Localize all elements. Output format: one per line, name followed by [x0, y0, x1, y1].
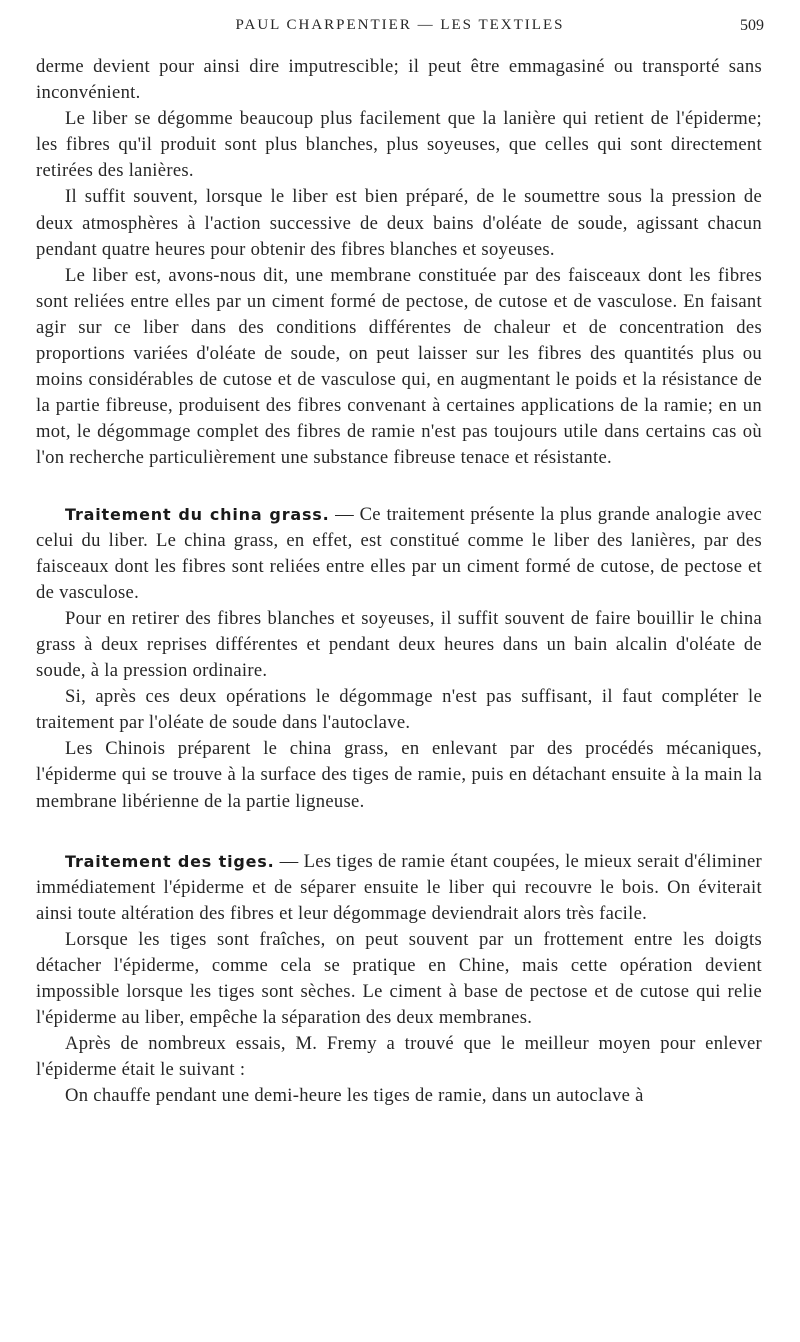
section-tiges [36, 849, 762, 927]
paragraph-tiges-fraiches: Lorsque les tiges sont fraîches, on peut souvent par un frottement entre les doigts détacher l'épiderme, comme cela se pratique en Chine, mais cette opération devient impossible lorsque les tiges sont sèches. Le ciment à base de pectose et de cutose qui relie l'épiderme au liber, empêche la séparation des deux membranes. [36, 928, 762, 1029]
section-china-grass-text: Ce traitement présente la plus grande analogie avec celui du liber. Le china grass, en effet, est constitué comme le liber des lanières, par des faisceaux dont les fibres sont reliées entre elles par un ciment formé de cutose, de pectose et de vasculose. [36, 503, 762, 603]
paragraph-liber-membrane: Le liber est, avons-nous dit, une membrane constituée par des faisceaux dont les fibres sont reliées entre elles par un ciment formé de pectose, de cutose et de vasculose. En faisant agir sur ce liber dans des conditions différentes de chaleur et de concentration des proportions variées d'oléate de soude, on peut laisser sur les fibres des quantités plus ou moins considérables de cutose et de vasculose qui, en augmentant le poids et la résistance de la partie fibreuse, produisent des fibres convenant à certaines applications de la ramie; en un mot, le dégommage complet des fibres de ramie n'est pas toujours utile dans certains cas où l'on recherche particulièrement une substance fibreuse tenace et résistante. [36, 264, 762, 469]
section-tiges-text: Les tiges de ramie étant coupées, le mieux serait d'éliminer immédiatement l'épiderme et de séparer ensuite le liber qui recouvre le bois. On éviterait ainsi toute altération des fibres et leur dégommage deviendrait alors très facile. [36, 850, 763, 924]
paragraph-tiges-chauffe: On chauffe pendant une demi-heure les tiges de ramie, dans un autoclave à [65, 1085, 644, 1107]
page-body [36, 54, 762, 1110]
section-spacer [36, 815, 762, 849]
running-title: PAUL CHARPENTIER — LES TEXTILES [235, 17, 565, 33]
paragraph-china-blanches: Pour en retirer des fibres blanches et soyeuses, il suffit souvent de faire bouillir le china grass à deux reprises différentes et pendant deux heures dans un bain alcalin d'oléate de soude, à la pression ordinaire. [36, 607, 762, 682]
section-title-china-grass: Traitement du china grass. [65, 504, 330, 524]
section-title-tiges: Traitement des tiges. [65, 851, 275, 871]
em-dash: — [274, 850, 304, 872]
paragraph-liber-pression: Il suffit souvent, lorsque le liber est bien préparé, de le soumettre sous la pression de deux atmosphères à l'action successive de deux bains d'oléate de soude, agissant chacun pendant quatre heures pour obtenir des fibres blanches et soyeuses. [36, 186, 762, 260]
page-number: 509 [740, 17, 764, 34]
paragraph-liber-degommage: Le liber se dégomme beaucoup plus facilement que la lanière qui retient de l'épiderme; les fibres qu'il produit sont plus blanches, plus soyeuses, que celles qui sont directement retirées des lanières. [36, 108, 762, 182]
paragraph-continuation: derme devient pour ainsi dire imputrescible; il peut être emmagasiné ou transporté sans inconvénient. [36, 56, 762, 104]
section-china-grass [36, 502, 762, 606]
paragraph-china-autoclave: Si, après ces deux opérations le dégommage n'est pas suffisant, il faut compléter le traitement par l'oléate de soude dans l'autoclave. [36, 686, 762, 734]
section-spacer [36, 472, 762, 502]
paragraph-china-chinois: Les Chinois préparent le china grass, en enlevant par des procédés mécaniques, l'épiderme qui se trouve à la surface des tiges de ramie, puis en détachant ensuite à la main la membrane libérienne de la partie ligneuse. [36, 738, 762, 812]
em-dash: — [329, 503, 360, 525]
running-header [0, 12, 800, 42]
paragraph-tiges-fremy: Après de nombreux essais, M. Fremy a trouvé que le meilleur moyen pour enlever l'épiderme était le suivant : [36, 1033, 762, 1081]
